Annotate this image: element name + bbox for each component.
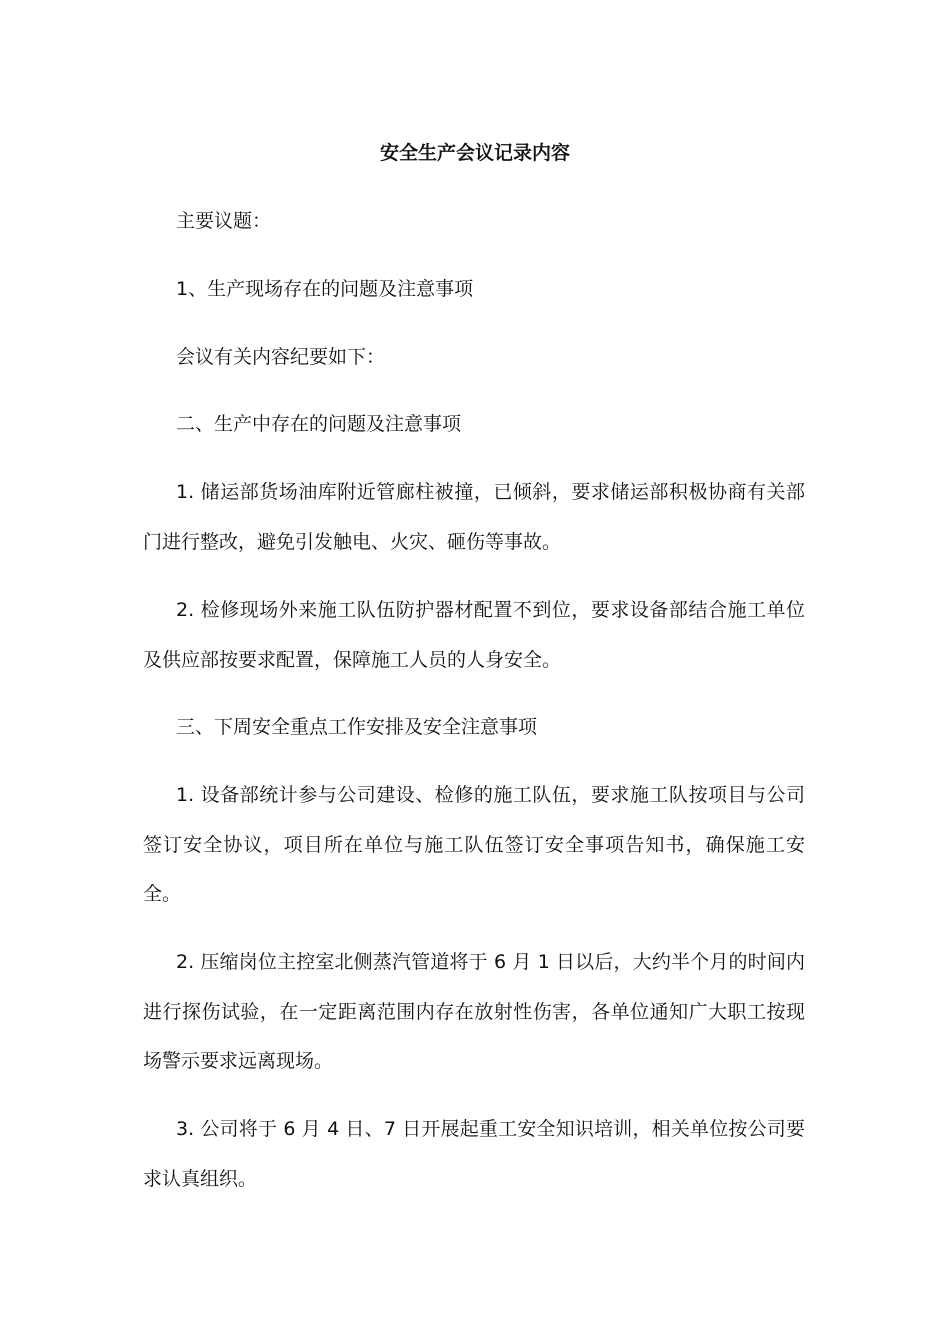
section-2-heading: 二、生产中存在的问题及注意事项 [176,413,462,435]
document-title: 安全生产会议记录内容 [379,142,570,164]
section-3-item-2: 2. 压缩岗位主控室北侧蒸汽管道将于 6 月 1 日以后，大约半个月的时间内进行探伤试验，在一定距离范围内存在放射性伤害，各单位通知广大职工按现场警示要求远离现场。 [143,951,805,1072]
section-3-heading: 三、下周安全重点工作安排及安全注意事项 [176,716,538,738]
section-3-item-3: 3. 公司将于 6 月 4 日、7 日开展起重工安全知识培训，相关单位按公司要求认真组织。 [143,1118,805,1190]
section-2-item-2: 2. 检修现场外来施工队伍防护器材配置不到位，要求设备部结合施工单位及供应部按要求配置，保障施工人员的人身安全。 [143,599,805,671]
minutes-intro: 会议有关内容纪要如下： [176,346,386,368]
topic-item-1: 1、生产现场存在的问题及注意事项 [176,278,474,300]
topics-heading: 主要议题： [176,210,272,232]
section-2-item-1: 1. 储运部货场油库附近管廊柱被撞，已倾斜，要求储运部积极协商有关部门进行整改，避免引发触电、火灾、砸伤等事故。 [143,481,805,553]
section-3-item-1: 1. 设备部统计参与公司建设、检修的施工队伍，要求施工队按项目与公司签订安全协议，项目所在单位与施工队伍签订安全事项告知书，确保施工安全。 [143,784,805,905]
